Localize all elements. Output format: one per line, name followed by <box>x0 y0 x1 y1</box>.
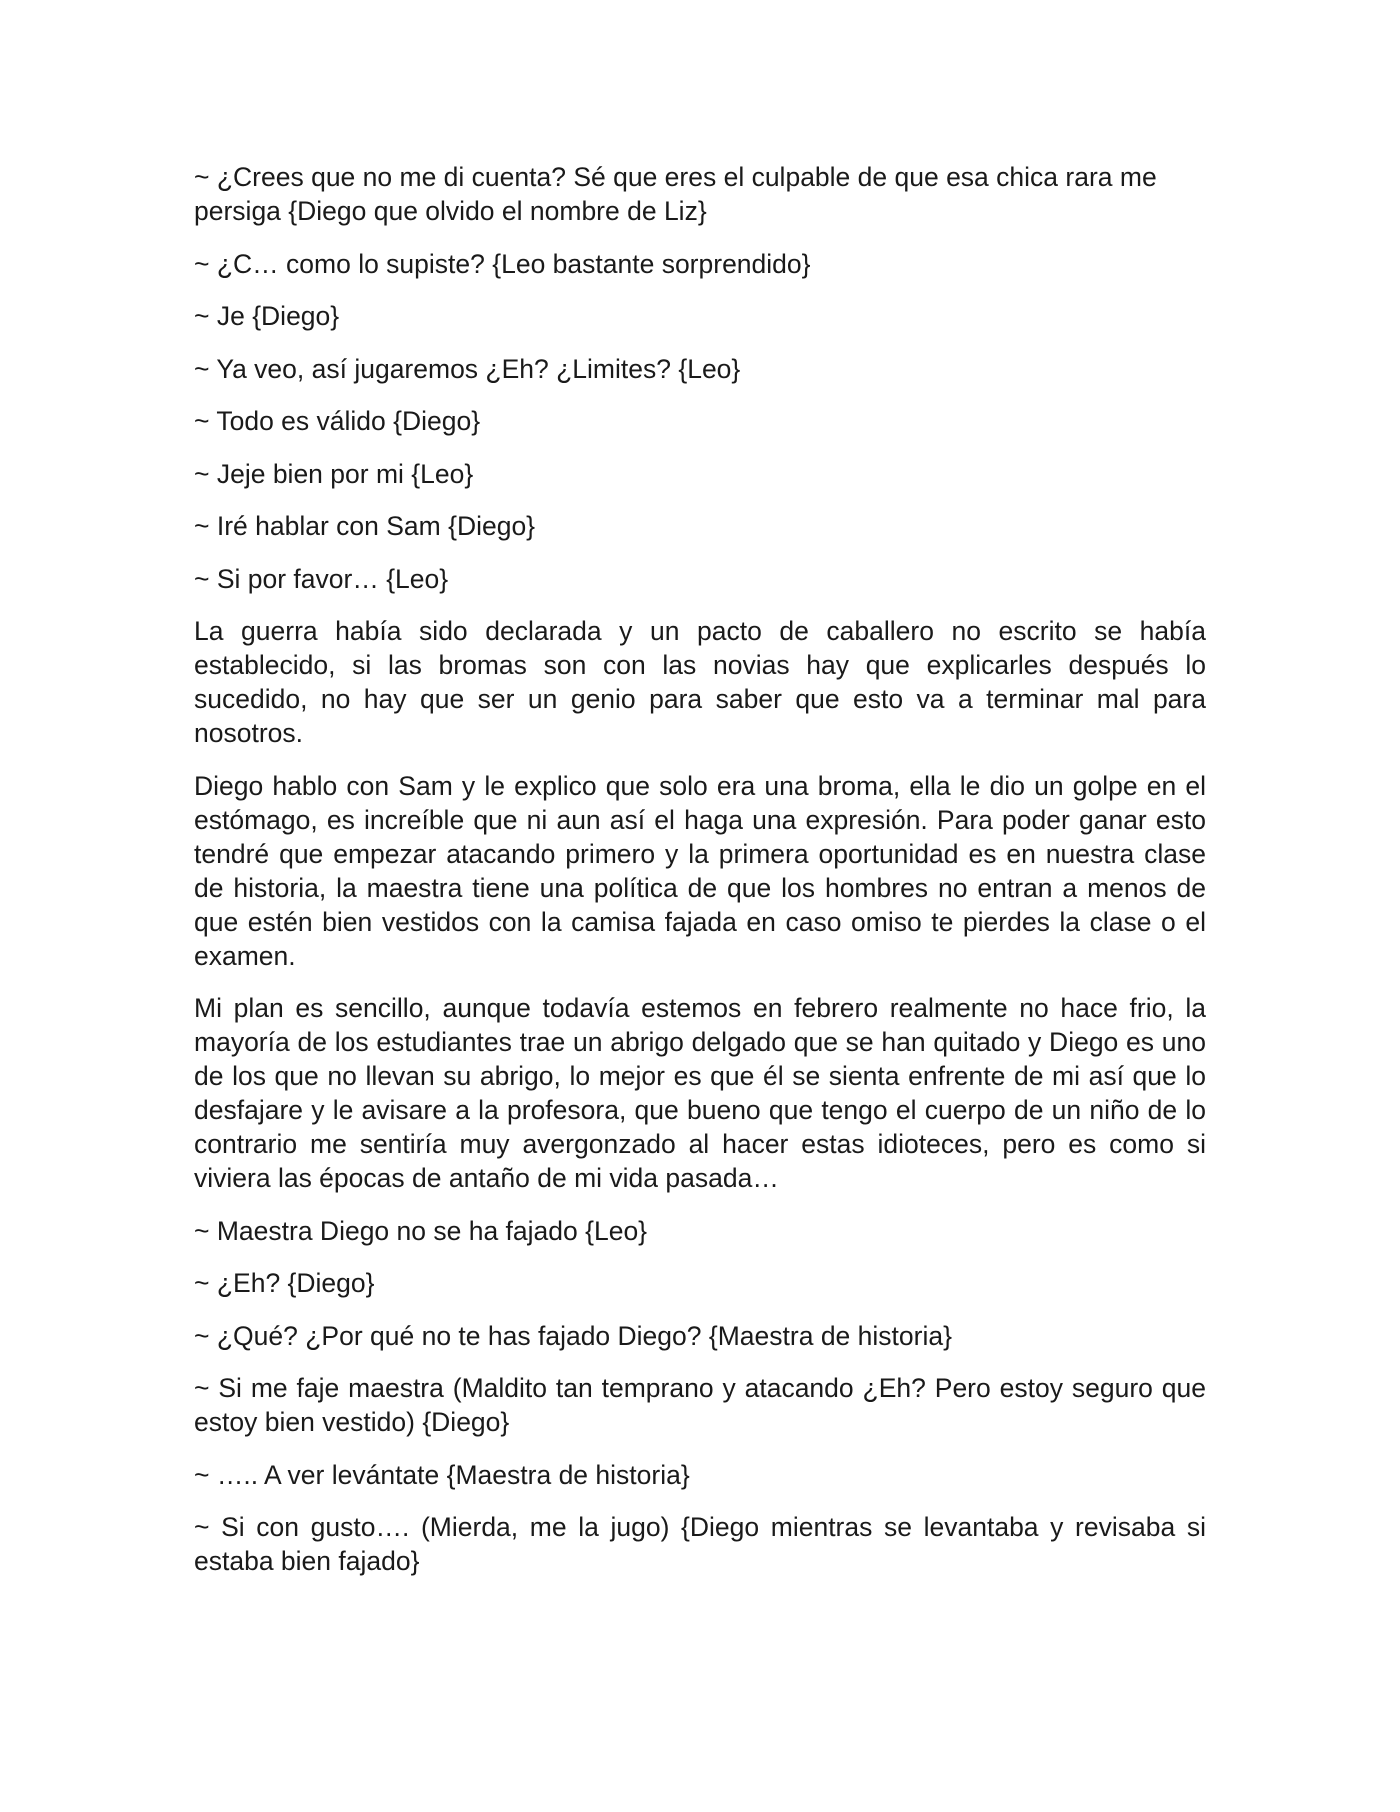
dialogue-line: ~ Si con gusto…. (Mierda, me la jugo) {Diego mientras se levantaba y revisaba si estaba bien fajado} <box>194 1512 1206 1576</box>
dialogue-line: ~ Je {Diego} <box>194 301 340 331</box>
dialogue-line: ~ Si por favor… {Leo} <box>194 563 449 594</box>
dialogue-line: ~ ¿C… como lo supiste? {Leo bastante sorprendido} <box>194 248 811 279</box>
dialogue-line: ~ ¿Qué? ¿Por qué no te has fajado Diego? {Maestra de historia} <box>194 1320 952 1351</box>
narrative-paragraph: La guerra había sido declarada y un pacto de caballero no escrito se había establecido, si las bromas son con las novias hay que explicarles después lo sucedido, no hay que ser un genio para saber que esto va a terminar mal para nosotros. <box>194 616 1206 748</box>
narrative-paragraph: Mi plan es sencillo, aunque todavía estemos en febrero realmente no hace frio, la mayoría de los estudiantes trae un abrigo delgado que se han quitado y Diego es uno de los que no llevan su abrigo, lo mejor es que él se sienta enfrente de mi así que lo desfajare y le avisare a la profesora, que bueno que tengo el cuerpo de un niño de lo contrario me sentiría muy avergonzado al hacer estas idioteces, pero es como si viviera las épocas de antaño de mi vida pasada… <box>194 993 1206 1193</box>
dialogue-line: ~ Iré hablar con Sam {Diego} <box>194 511 536 541</box>
text-column <box>194 160 1206 1597</box>
dialogue-line: ~ Jeje bien por mi {Leo} <box>194 458 474 489</box>
dialogue-line: ~ Todo es válido {Diego} <box>194 406 481 436</box>
dialogue-line: ~ Ya veo, así jugaremos ¿Eh? ¿Limites? {Leo} <box>194 353 741 384</box>
dialogue-line: ~ ¿Eh? {Diego} <box>194 1268 375 1298</box>
dialogue-line: ~ ….. A ver levántate {Maestra de historia} <box>194 1459 690 1490</box>
dialogue-line: ~ Si me faje maestra (Maldito tan temprano y atacando ¿Eh? Pero estoy seguro que estoy bien vestido) {Diego} <box>194 1373 1206 1437</box>
narrative-paragraph: Diego hablo con Sam y le explico que solo era una broma, ella le dio un golpe en el estómago, es increíble que ni aun así el haga una expresión. Para poder ganar esto tendré que empezar atacando primero y la primera oportunidad es en nuestra clase de historia, la maestra tiene una política de que los hombres no entran a menos de que estén bien vestidos con la camisa fajada en caso omiso te pierdes la clase o el examen. <box>194 770 1206 971</box>
dialogue-line: ~ Maestra Diego no se ha fajado {Leo} <box>194 1215 648 1246</box>
dialogue-line: ~ ¿Crees que no me di cuenta? Sé que eres el culpable de que esa chica rara me persiga {Diego que olvido el nombre de Liz} <box>194 162 1157 226</box>
